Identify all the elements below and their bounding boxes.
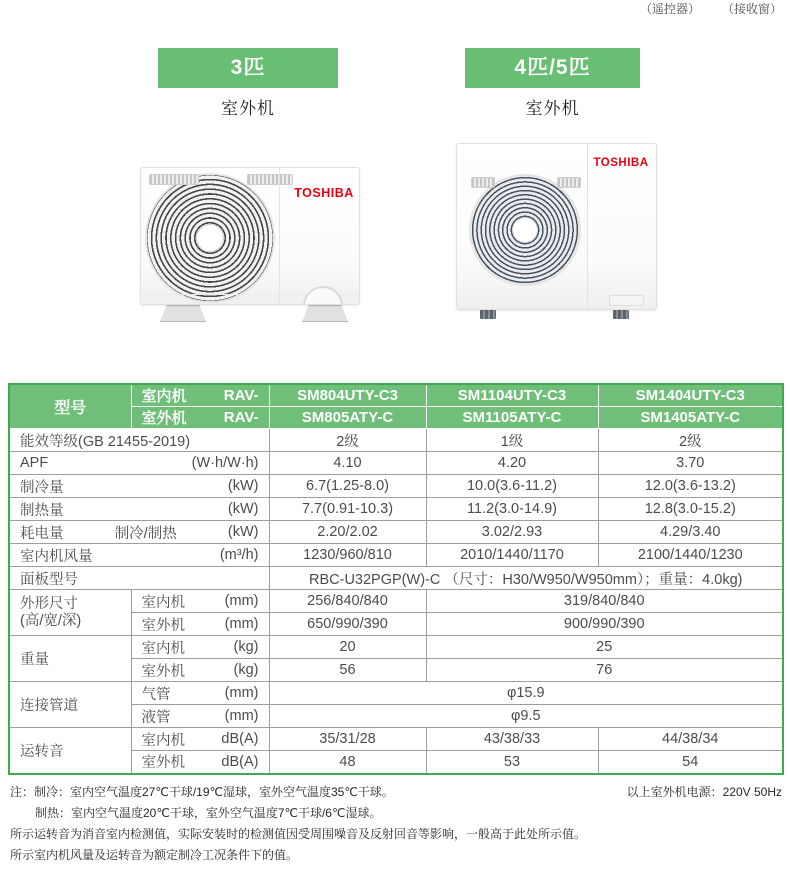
- sub-row-label: [131, 728, 269, 751]
- row-weight-indoor: [9, 636, 783, 659]
- spec-value: 3.70: [598, 452, 783, 475]
- spec-value: 12.8(3.0-15.2): [598, 498, 783, 521]
- row-piping-gas: [9, 682, 783, 705]
- sub-row-label: [131, 636, 269, 659]
- receiver-window-caption: （接收窗）: [721, 2, 782, 16]
- label-text: 制热量: [20, 502, 64, 519]
- row-label: [9, 452, 269, 475]
- spec-value: 1级: [426, 429, 598, 452]
- sub-label-text: 气管: [141, 686, 171, 703]
- spec-value: 76: [426, 659, 783, 682]
- indoor-model-2: SM1104UTY-C3: [426, 384, 598, 407]
- toshiba-logo: TOSHIBA: [294, 186, 354, 200]
- spec-value: 20: [269, 636, 426, 659]
- unit-body: [456, 143, 657, 310]
- sub-label-text: 室内机: [141, 732, 185, 749]
- label-text: 外形尺寸: [20, 595, 78, 612]
- rav-prefix: RAV-: [223, 387, 259, 404]
- spec-value: 2.20/2.02: [269, 521, 426, 544]
- spec-value: 3.02/2.93: [426, 521, 598, 544]
- indoor-model-3: SM1404UTY-C3: [598, 384, 783, 407]
- pipe-cover-cutout: [303, 286, 343, 305]
- outdoor-unit-image-4-5hp: [445, 128, 690, 328]
- sub-label-text: 室内机: [141, 640, 185, 657]
- fan-grille: [145, 173, 275, 303]
- label-text: 制冷量: [20, 479, 64, 496]
- row-power-consumption: [9, 521, 783, 544]
- label-text: APF: [20, 455, 49, 471]
- spec-value: 256/840/840: [269, 590, 426, 613]
- rav-prefix: RAV-: [223, 409, 259, 426]
- row-label: 运转音: [9, 728, 131, 774]
- unit-text: (kg): [233, 662, 259, 678]
- header-row-indoor: [9, 384, 783, 407]
- vent-slot: [149, 174, 199, 185]
- spec-value: 2100/1440/1230: [598, 544, 783, 567]
- spec-value: 10.0(3.6-11.2): [426, 475, 598, 498]
- unit-foot: [480, 310, 496, 319]
- spec-value: 4.29/3.40: [598, 521, 783, 544]
- spec-value: 2级: [269, 429, 426, 452]
- sub-label-text: 液管: [141, 709, 171, 726]
- outdoor-unit-caption-3hp: 室外机: [221, 99, 275, 118]
- spec-value: 11.2(3.0-14.9): [426, 498, 598, 521]
- row-label: [9, 521, 269, 544]
- spec-table-wrap: [8, 383, 782, 775]
- fan-grille: [469, 174, 581, 286]
- sub-label-text: 室外机: [141, 755, 185, 772]
- sub-row-label: [131, 751, 269, 774]
- unit-foot: [160, 305, 206, 322]
- spec-value: 319/840/840: [426, 590, 783, 613]
- row-label: [9, 590, 131, 636]
- unit-text: (m³/h): [219, 547, 259, 563]
- outdoor-unit-image-3hp: [130, 140, 375, 335]
- sub-row-label: [131, 613, 269, 636]
- unit-text: (kW): [227, 524, 259, 540]
- spec-value: 12.0(3.6-13.2): [598, 475, 783, 498]
- vent-slot: [247, 174, 293, 185]
- indoor-model-subheader: [131, 384, 269, 407]
- row-label: 面板型号: [9, 567, 269, 590]
- unit-text: dB(A): [221, 731, 259, 747]
- row-dimensions-indoor: [9, 590, 783, 613]
- spec-value: 35/31/28: [269, 728, 426, 751]
- capacity-badge-4-5hp: 4匹/5匹: [465, 48, 640, 88]
- sub-label-text: 制冷/制热: [114, 525, 177, 542]
- panel-divider: [279, 168, 280, 304]
- outdoor-model-2: SM1105ATY-C: [426, 407, 598, 429]
- spec-value: 43/38/33: [426, 728, 598, 751]
- label-text: (高/宽/深): [20, 612, 82, 629]
- unit-text: (mm): [224, 708, 259, 724]
- sub-row-label: [131, 590, 269, 613]
- row-cooling-capacity: [9, 475, 783, 498]
- footnote-power-supply: 以上室外机电源：220V 50Hz: [626, 785, 782, 799]
- unit-text: dB(A): [221, 753, 259, 770]
- spec-value: 44/38/34: [598, 728, 783, 751]
- vent-slot: [471, 177, 495, 188]
- unit-text: (kW): [227, 478, 259, 494]
- sub-label-text: 室内机: [141, 594, 185, 611]
- row-noise-indoor: [9, 728, 783, 751]
- spec-value: 6.7(1.25-8.0): [269, 475, 426, 498]
- sub-label-text: 室外机: [141, 617, 185, 634]
- outdoor-unit-caption-4-5hp: 室外机: [525, 99, 580, 118]
- capacity-badge-3hp: 3匹: [158, 48, 338, 88]
- spec-table: [8, 383, 784, 775]
- unit-text: (kW): [227, 501, 259, 517]
- row-panel-model: [9, 567, 783, 590]
- unit-text: (W·h/W·h): [191, 455, 259, 471]
- sub-label-text: 室外机: [141, 663, 185, 680]
- spec-value: 56: [269, 659, 426, 682]
- sub-row-label: [131, 705, 269, 728]
- footnote-rated-condition: 所示室内机风量及运转音为额定制冷工况条件下的值。: [10, 848, 299, 862]
- spec-value: φ15.9: [269, 682, 783, 705]
- unit-text: (kg): [233, 639, 259, 655]
- row-label: 连接管道: [9, 682, 131, 728]
- footnotes: [10, 782, 782, 866]
- spec-value: φ9.5: [269, 705, 783, 728]
- vent-slot: [557, 177, 581, 188]
- remote-controller-caption: （遥控器）: [639, 2, 700, 16]
- model-header: 型号: [9, 384, 131, 429]
- connection-cover: [609, 295, 644, 306]
- row-label: [9, 544, 269, 567]
- unit-text: (mm): [224, 685, 259, 701]
- outdoor-model-subheader: [131, 407, 269, 429]
- spec-value: 900/990/390: [426, 613, 783, 636]
- spec-value: 650/990/390: [269, 613, 426, 636]
- spec-value: 4.10: [269, 452, 426, 475]
- footnote-cooling-condition: 注：制冷：室内空气温度27℃干球/19℃湿球，室外空气温度35℃干球。: [10, 785, 394, 799]
- spec-value: 53: [426, 751, 598, 774]
- unit-body: [140, 167, 360, 305]
- sub-row-label: [131, 682, 269, 705]
- spec-value: 1230/960/810: [269, 544, 426, 567]
- outdoor-model-1: SM805ATY-C: [269, 407, 426, 429]
- fan-hub: [197, 225, 223, 251]
- fan-hub: [513, 218, 537, 242]
- spec-value: 7.7(0.91-10.3): [269, 498, 426, 521]
- unit-text: (mm): [224, 593, 259, 609]
- top-cropped-captions: [640, 0, 782, 17]
- spec-value: 25: [426, 636, 783, 659]
- row-label: [9, 475, 269, 498]
- label-text: 耗电量: [20, 525, 64, 542]
- outdoor-model-3: SM1405ATY-C: [598, 407, 783, 429]
- footnote-line-1: [10, 782, 782, 803]
- spec-value: 54: [598, 751, 783, 774]
- spec-value: 2010/1440/1170: [426, 544, 598, 567]
- footnote-noise-measurement: 所示运转音为消音室内检测值，实际安装时的检测值因受周围噪音及反射回音等影响，一般高于此处所示值。: [10, 827, 587, 841]
- outdoor-label: 室外机: [141, 410, 187, 427]
- toshiba-logo: TOSHIBA: [593, 157, 649, 169]
- row-energy-grade: [9, 429, 783, 452]
- indoor-label: 室内机: [141, 388, 187, 405]
- row-apf: [9, 452, 783, 475]
- unit-foot: [302, 305, 348, 322]
- spec-value: 4.20: [426, 452, 598, 475]
- row-label: [9, 498, 269, 521]
- footnote-heating-condition: 制热：室内空气温度20℃干球，室外空气温度7℃干球/6℃湿球。: [35, 806, 382, 820]
- row-label: 能效等级(GB 21455-2019): [9, 429, 269, 452]
- spec-value: RBC-U32PGP(W)-C （尺寸：H30/W950/W950mm）；重量：4.0kg): [269, 567, 783, 590]
- row-label: 重量: [9, 636, 131, 682]
- unit-text: (mm): [224, 616, 259, 632]
- sub-row-label: [131, 659, 269, 682]
- spec-value: 2级: [598, 429, 783, 452]
- unit-foot: [613, 310, 629, 319]
- label-text: 室内机风量: [20, 548, 93, 565]
- spec-value: 48: [269, 751, 426, 774]
- row-indoor-airflow: [9, 544, 783, 567]
- indoor-model-1: SM804UTY-C3: [269, 384, 426, 407]
- row-heating-capacity: [9, 498, 783, 521]
